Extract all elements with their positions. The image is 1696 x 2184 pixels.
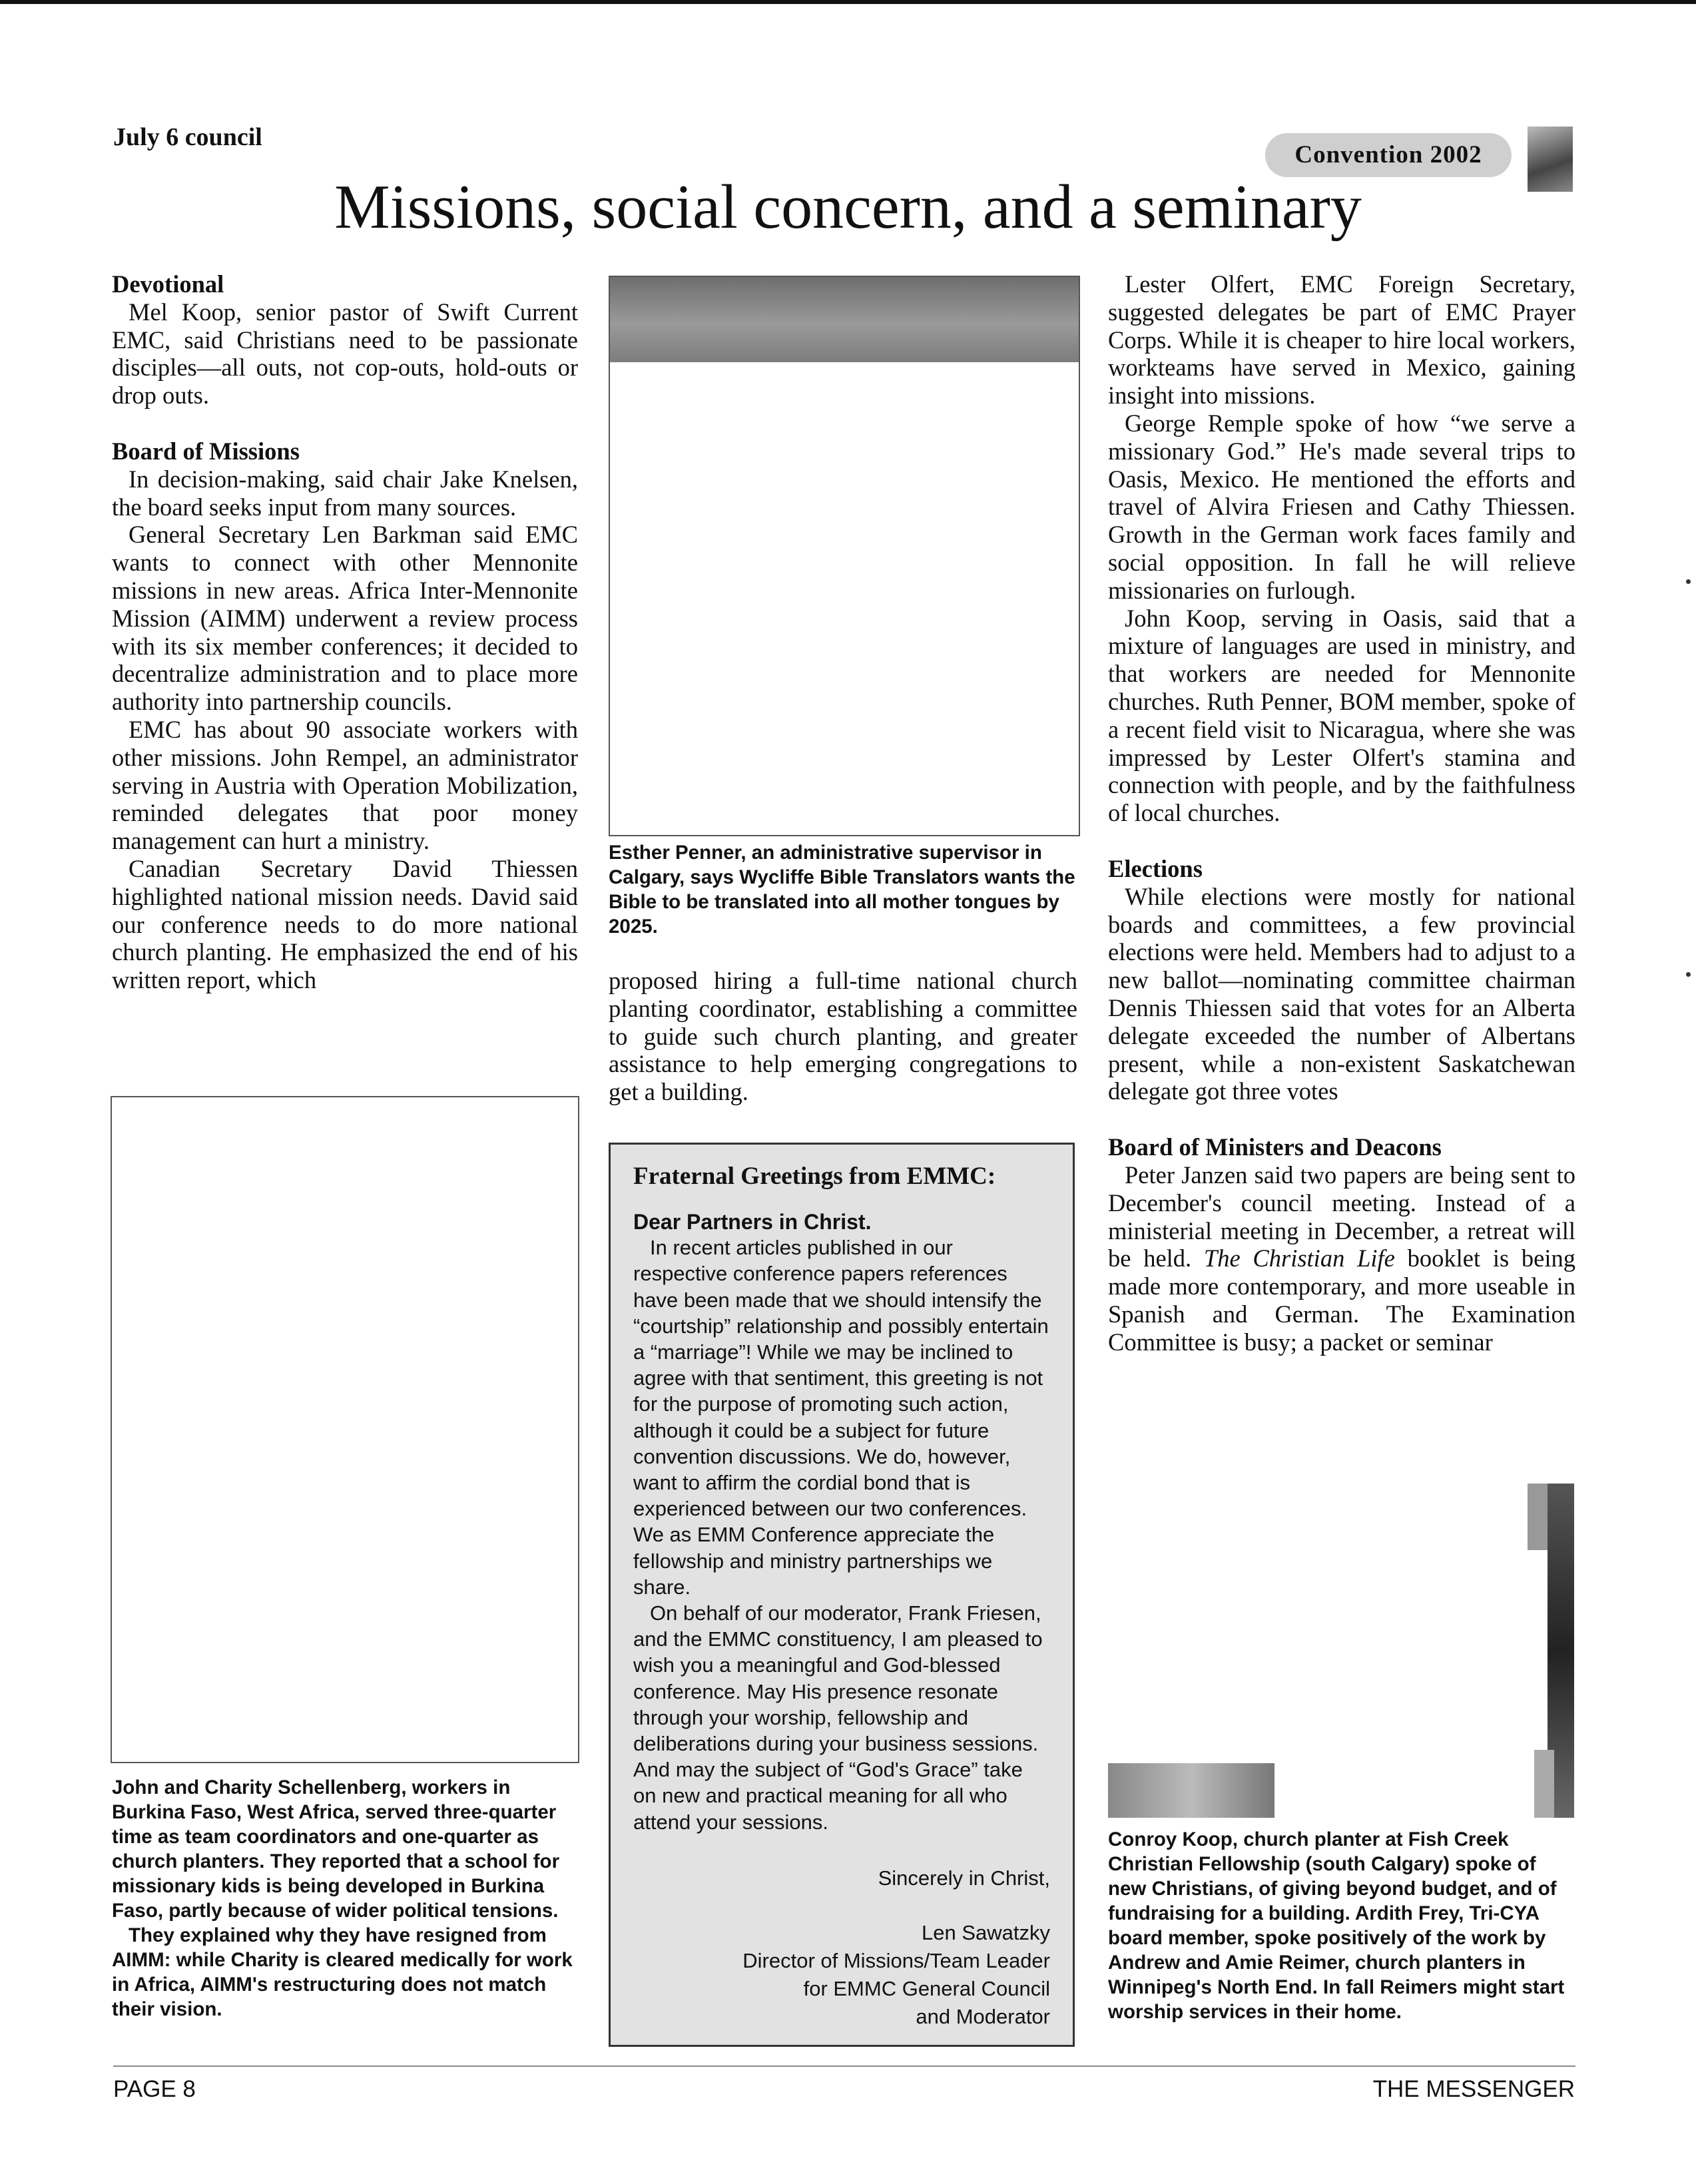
convention-badge: Convention 2002 xyxy=(1265,133,1512,177)
column-1 xyxy=(112,270,578,994)
caption-conroy-koop: Conroy Koop, church planter at Fish Creek Christian Fellowship (south Calgary) spoke of new Christians, of giving beyond budget, and of fundraising for a building. Ardith Frey, Tri-CYA board member, spoke positively of the work by Andrew and Amie Reimer, church planters in Winnipeg's North End. In fall Reimers might start worship services in their home. xyxy=(1108,1828,1565,2023)
page-number: PAGE 8 xyxy=(113,2076,196,2102)
margin-mark xyxy=(1686,579,1691,584)
column-2-continuation xyxy=(609,967,1077,1106)
box-paragraph-1: In recent articles published in our respective conference papers references have been made that we should intensify the “courtship” relationship and possibly entertain a “marriage”! While we may be inclined to agree with that sentiment, this greeting is not for the purpose of promoting such action, although it could be a subject for future convention discussions. We do, however, want to affirm the cordial bond that is experienced between our two conferences. We as EMM Conference appreciate the fellowship and ministry partnerships we share. xyxy=(633,1236,1049,1599)
booklet-title: The Christian Life xyxy=(1203,1244,1395,1272)
ministers-paragraph: Peter Janzen said two papers are being sent to December's council meeting. Instead of a ministerial meeting in December, a retreat will be held. The Christian Life booklet is being made more contemporary, and more useable in Spanish and German. The Examination Committee is busy; a packet or seminar xyxy=(1108,1161,1576,1356)
photo-schellenberg xyxy=(111,1096,579,1763)
missions-paragraph-4: Canadian Secretary David Thiessen highlighted national mission needs. David said our conference needs to do more national church planting. He emphasized the end of his written report, which xyxy=(112,854,578,994)
elections-heading: Elections xyxy=(1108,854,1203,882)
board-of-missions-heading: Board of Missions xyxy=(112,437,300,465)
footer-rule xyxy=(113,2065,1575,2067)
ministers-deacons-heading: Board of Ministers and Deacons xyxy=(1108,1133,1442,1161)
page-title: Missions, social concern, and a seminary xyxy=(334,172,1362,242)
caption-schellenberg xyxy=(112,1775,578,2022)
photo-esther-penner xyxy=(609,276,1080,836)
section-kicker: July 6 council xyxy=(113,123,262,151)
signatory-title-1: Director of Missions/Team Leader xyxy=(742,1948,1050,1972)
box-paragraph-2: On behalf of our moderator, Frank Friesen, and the EMMC constituency, I am pleased to wish you a meaningful and God-blessed conference. May His presence resonate through your worship, fellowship and deliberations during your business sessions. And may the subject of “God's Grace” take on new and practical meaning for all who attend your sessions. xyxy=(633,1601,1043,1834)
closing: Sincerely in Christ, xyxy=(878,1866,1050,1890)
missions-paragraph-3: EMC has about 90 associate workers with other missions. John Rempel, an administrator serving in Austria with Operation Mobilization, reminded delegates that poor money management can hurt a ministry. xyxy=(112,715,578,855)
signatory-title-3: and Moderator xyxy=(916,2004,1050,2028)
top-border xyxy=(0,0,1696,4)
box-title: Fraternal Greetings from EMMC: xyxy=(633,1163,996,1190)
col3-paragraph-3: John Koop, serving in Oasis, said that a mixture of languages are used in ministry, and that workers are needed for Mennonite churches. Ruth Penner, BOM member, spoke of a recent field visit to Nicaragua, where she was impressed by Lester Olfert's stamina and connection with people, and by the faithfulness of local churches. xyxy=(1108,604,1575,827)
devotional-heading: Devotional xyxy=(112,270,224,298)
missions-paragraph-2: General Secretary Len Barkman said EMC wants to connect with other Mennonite missions in new areas. Africa Inter-Mennonite Mission (AIMM) underwent a review process with its six member conferences; it decided to decentralize administration and to place more authority into partnership councils. xyxy=(112,521,578,716)
signatory-name: Len Sawatzky xyxy=(922,1920,1050,1944)
photo-conroy-koop xyxy=(1108,1484,1574,1818)
col3-paragraph-1: Lester Olfert, EMC Foreign Secretary, suggested delegates be part of EMC Prayer Corps. While it is cheaper to hire local workers, workteams have served in Mexico, gaining insight into missions. xyxy=(1108,270,1575,410)
devotional-paragraph: Mel Koop, senior pastor of Swift Current EMC, said Christians need to be passionate disciples—all outs, not cop-outs, hold-outs or drop outs. xyxy=(112,298,578,410)
signature-block xyxy=(633,1864,1050,2031)
elections-paragraph: While elections were mostly for national boards and committees, a few provincial elections were held. Members had to adjust to a new ballot—nominating committee chairman Dennis Thiessen said that votes for an Alberta delegate exceeded the number of Albertans present, while a non-existent Saskatchewan delegate got three votes xyxy=(1108,882,1575,1105)
missions-paragraph-1: In decision-making, said chair Jake Knelsen, the board seeks input from many sources. xyxy=(112,465,578,521)
margin-mark xyxy=(1686,972,1691,977)
caption-schellenberg-p2: They explained why they have resigned from AIMM: while Charity is cleared medically for work in Africa, AIMM's restructuring does not match their vision. xyxy=(112,1924,573,2020)
continuation-paragraph: proposed hiring a full-time national church planting coordinator, establishing a committee to guide such church planting, and greater assistance to help emerging congregations to get a building. xyxy=(609,967,1077,1106)
col3-paragraph-2: George Remple spoke of how “we serve a missionary God.” He's made several trips to Oasis, Mexico. He mentioned the efforts and travel of Alvira Friesen and Cathy Thiessen. Growth in the German work faces family and social opposition. In fall he will relieve missionaries on furlough. xyxy=(1108,409,1575,604)
caption-esther-penner: Esther Penner, an administrative supervisor in Calgary, says Wycliffe Bible Translators wants the Bible to be translated into all mother tongues by 2025. xyxy=(609,842,1075,938)
box-salutation: Dear Partners in Christ. xyxy=(633,1210,872,1234)
caption-schellenberg-p1: John and Charity Schellenberg, workers in Burkina Faso, West Africa, served three-quarter time as team coordinators and one-quarter as church planters. They reported that a school for missionary kids is being developed in Burkina Faso, partly because of wider political tensions. xyxy=(112,1776,560,1922)
fraternal-greetings-box xyxy=(609,1143,1075,2047)
column-3 xyxy=(1108,270,1575,1356)
publication-name: THE MESSENGER xyxy=(1372,2076,1575,2102)
signatory-title-2: for EMMC General Council xyxy=(803,1976,1050,2000)
